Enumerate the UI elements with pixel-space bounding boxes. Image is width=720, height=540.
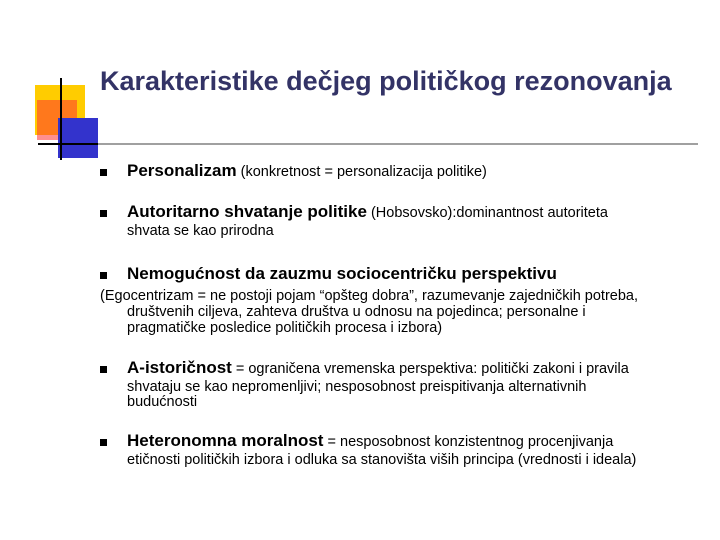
paragraph-line: društvenih ciljeva, zahteva društva u odnosu na pojedinca; personalne i xyxy=(127,304,586,320)
item-heading: Personalizam xyxy=(127,161,237,180)
paragraph-line: pragmatičke posledice političkih procesa i izbora) xyxy=(127,320,443,336)
item-heading: Nemogućnost da zauzmu sociocentričku perspektivu xyxy=(127,264,557,283)
paragraph-line: (Egocentrizam = ne postoji pojam “opšteg dobra”, razumevanje zajedničkih potreba, xyxy=(100,288,639,304)
item-heading: Autoritarno shvatanje politike xyxy=(127,202,367,221)
square-bullet-icon xyxy=(100,366,107,373)
decor-horizontal-line-short xyxy=(38,143,98,145)
square-bullet-icon xyxy=(100,210,107,217)
decor-blue-square xyxy=(58,118,98,158)
item-continuation: shvata se kao prirodna xyxy=(127,223,274,239)
square-bullet-icon xyxy=(100,439,107,446)
item-heading: A-istoričnost xyxy=(127,358,232,377)
square-bullet-icon xyxy=(100,169,107,176)
square-bullet-icon xyxy=(100,272,107,279)
item-heading: Heteronomna moralnost xyxy=(127,431,324,450)
slide-title: Karakteristike dečjeg političkog rezonovanja xyxy=(100,66,672,96)
item-text: = nesposobnost konzistentnog procenjivanja xyxy=(327,434,614,450)
item-text: (Hobsovsko):dominantnost autoriteta xyxy=(370,205,608,221)
item-text: (konkretnost = personalizacija politike) xyxy=(240,164,487,180)
title-underline xyxy=(98,143,698,145)
item-text: = ograničena vremenska perspektiva: politički zakoni i pravila xyxy=(235,361,629,377)
item-continuation: budućnosti xyxy=(127,394,198,410)
decor-vertical-line xyxy=(60,78,62,160)
item-continuation: shvataju se kao nepromenljivi; nesposobnost preispitivanja alternativnih xyxy=(127,379,587,395)
item-continuation: etičnosti političkih izbora i odluka sa stanovišta viših principa (vrednosti i ideala) xyxy=(127,452,637,468)
egocentrism-paragraph xyxy=(100,288,705,336)
